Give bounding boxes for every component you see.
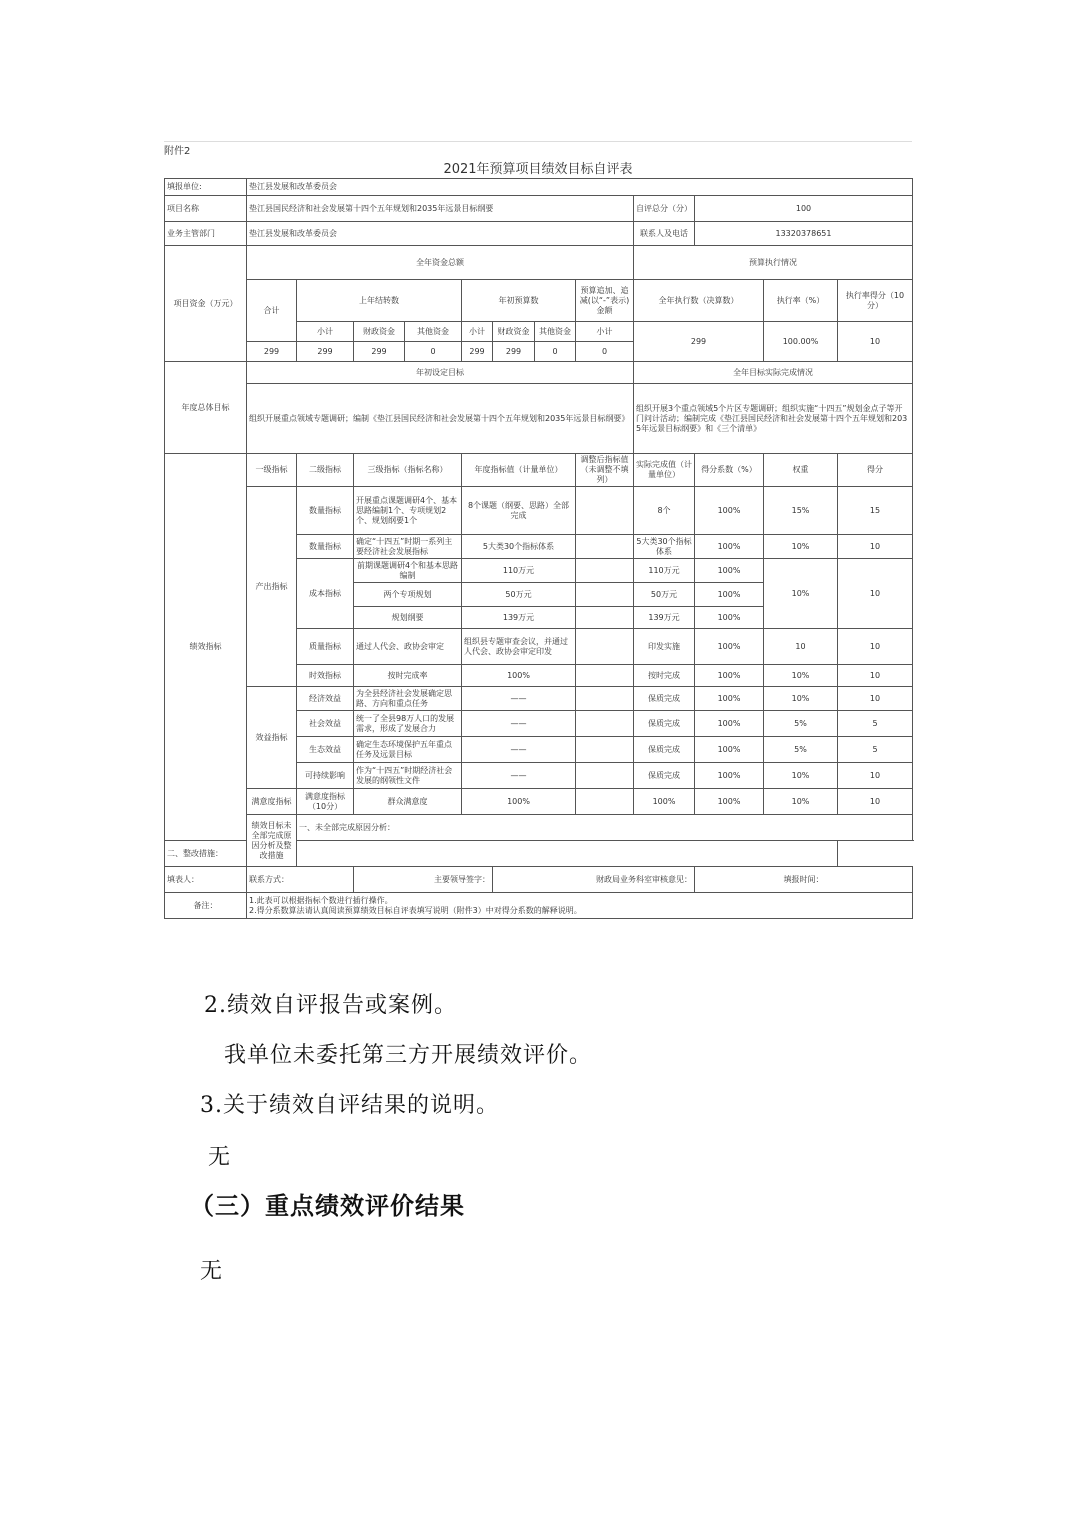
analysis-measure-line: 二、整改措施： (165, 841, 838, 867)
indicator-score: 10 (838, 535, 913, 559)
dept-value: 垫江县发展和改革委员会 (247, 222, 634, 246)
item3-text: 无 (208, 1145, 232, 1170)
indicator-score: 10 (838, 687, 913, 711)
indicator-score: 10 (838, 629, 913, 665)
indicator-weight: 10% (764, 763, 838, 789)
hdr-weight: 权重 (764, 454, 838, 487)
notes-line-2: 2.得分系数算法请认真阅读预算绩效目标自评表填写说明（附件3）中对得分系数的解释说明。 (249, 905, 582, 915)
unit-value: 垫江县发展和改革委员会 (247, 179, 913, 196)
indicator-target: —— (462, 737, 576, 763)
funds-sum-label: 合计 (247, 280, 297, 342)
carry-subtotal-label: 小计 (297, 322, 354, 342)
item3-title: 3.关于绩效自评结果的说明。 (200, 1093, 499, 1118)
analysis-row-label: 绩效目标未全部完成原因分析及整改措施 (247, 815, 297, 867)
unit-label: 填报单位: (165, 179, 247, 196)
satisfaction-indicator-label: 满意度指标 (247, 789, 297, 815)
indicator-level3: 群众满意度 (354, 789, 462, 815)
project-name-value: 垫江县国民经济和社会发展第十四个五年规划和2035年远景目标纲要 (247, 196, 634, 222)
indicator-score: 15 (838, 487, 913, 535)
indicator-actual: 5大类30个指标体系 (634, 535, 695, 559)
indicator-weight: 10% (764, 687, 838, 711)
carry-fiscal-value: 299 (354, 342, 405, 362)
indicator-adjusted (576, 763, 634, 789)
indicator-level2: 社会效益 (297, 711, 354, 737)
signoff-contact: 联系方式： (247, 867, 354, 893)
indicator-adjusted (576, 535, 634, 559)
indicator-coef: 100% (695, 559, 764, 583)
indicator-adjusted (576, 583, 634, 607)
indicator-level2: 生态效益 (297, 737, 354, 763)
indicator-coef: 100% (695, 789, 764, 815)
indicator-level3: 为全县经济社会发展确定思路、方向和重点任务 (354, 687, 462, 711)
analysis-reason-line: 一、未全部完成原因分析： (297, 815, 913, 841)
indicator-level3: 确定“十四五”时期一系列主要经济社会发展指标 (354, 535, 462, 559)
indicator-adjusted (576, 665, 634, 687)
indicator-level2: 经济效益 (297, 687, 354, 711)
indicator-coef: 100% (695, 737, 764, 763)
indicator-level3: 统一了全县98万人口的发展需求，形成了发展合力 (354, 711, 462, 737)
indicator-weight: 15% (764, 487, 838, 535)
funds-carry-label: 上年结转数 (297, 280, 462, 322)
indicator-actual: 139万元 (634, 607, 695, 629)
indicator-adjusted (576, 687, 634, 711)
indicator-actual: 50万元 (634, 583, 695, 607)
indicator-adjusted (576, 607, 634, 629)
sheet-gridline (164, 141, 912, 154)
indicator-coef: 100% (695, 711, 764, 737)
indicator-actual: 100% (634, 789, 695, 815)
dept-label: 业务主管部门 (165, 222, 247, 246)
carry-fiscal-label: 财政资金 (354, 322, 405, 342)
indicator-adjusted (576, 711, 634, 737)
initial-fiscal-value: 299 (493, 342, 535, 362)
notes-lines (247, 893, 913, 919)
indicator-level3: 开展重点课题调研4个、基本思路编制1个、专项规划2个、规划纲要1个 (354, 487, 462, 535)
indicator-level3: 规划纲要 (354, 607, 462, 629)
indicator-score: 10 (838, 763, 913, 789)
initial-subtotal-value: 299 (462, 342, 493, 362)
section3-text: 无 (200, 1259, 224, 1284)
indicator-adjusted (576, 559, 634, 583)
indicator-level2: 数量指标 (297, 535, 354, 559)
indicator-coef: 100% (695, 487, 764, 535)
indicator-weight: 10% (764, 789, 838, 815)
indicator-level3: 按时完成率 (354, 665, 462, 687)
indicator-weight: 10% (764, 535, 838, 559)
output-indicator-label: 产出指标 (247, 487, 297, 687)
indicator-weight: 5% (764, 711, 838, 737)
indicator-target: 组织县专题审查会议，并通过人代会、政协会审定印发 (462, 629, 576, 665)
initial-other-label: 其他资金 (535, 322, 576, 342)
indicator-level3: 前期课题调研4个和基本思路编制 (354, 559, 462, 583)
self-score-label: 自评总分（分） (634, 196, 695, 222)
indicator-target: —— (462, 711, 576, 737)
indicator-target: 50万元 (462, 583, 576, 607)
adjust-subtotal-label: 小计 (576, 322, 634, 342)
indicator-score: 10 (838, 559, 913, 629)
indicator-actual: 保质完成 (634, 711, 695, 737)
performance-self-evaluation-table (164, 178, 913, 919)
indicator-level3: 作为“十四五”时期经济社会发展的纲领性文件 (354, 763, 462, 789)
indicator-level2: 满意度指标（10分） (297, 789, 354, 815)
indicator-level2: 时效指标 (297, 665, 354, 687)
indicator-target: 5大类30个指标体系 (462, 535, 576, 559)
indicator-actual: 8个 (634, 487, 695, 535)
indicator-actual: 印发实施 (634, 629, 695, 665)
item2-text: 我单位未委托第三方开展绩效评价。 (224, 1043, 593, 1068)
signoff-filler: 填表人： (165, 867, 247, 893)
indicator-target: 8个课题（纲要、思路）全部完成 (462, 487, 576, 535)
indicator-target: —— (462, 763, 576, 789)
indicator-target: 110万元 (462, 559, 576, 583)
indicator-adjusted (576, 789, 634, 815)
indicator-actual: 保质完成 (634, 687, 695, 711)
adjust-subtotal-value: 0 (576, 342, 634, 362)
annual-exec-value: 299 (634, 322, 764, 362)
indicator-level2: 成本指标 (297, 559, 354, 629)
hdr-level2: 二级指标 (297, 454, 354, 487)
indicator-target: 139万元 (462, 607, 576, 629)
indicator-level3: 通过人代会、政协会审定 (354, 629, 462, 665)
indicator-coef: 100% (695, 583, 764, 607)
carry-other-value: 0 (405, 342, 462, 362)
indicator-target: 100% (462, 665, 576, 687)
indicator-coef: 100% (695, 687, 764, 711)
notes-label: 备注： (165, 893, 247, 919)
indicator-target: 100% (462, 789, 576, 815)
contact-label: 联系人及电话 (634, 222, 695, 246)
indicator-actual: 保质完成 (634, 763, 695, 789)
indicator-weight: 10% (764, 559, 838, 629)
indicator-adjusted (576, 487, 634, 535)
hdr-adjusted: 调整后指标值（未调整不填列） (576, 454, 634, 487)
initial-fiscal-label: 财政资金 (493, 322, 535, 342)
signoff-date: 填报时间： (695, 867, 913, 893)
funds-sum-value: 299 (247, 342, 297, 362)
goals-set-text: 组织开展重点领域专题调研；编制《垫江县国民经济和社会发展第十四个五年规划和2035年远景目标纲要》 (247, 384, 634, 454)
notes-line-1: 1.此表可以根据指标个数进行插行操作。 (249, 895, 393, 905)
indicator-adjusted (576, 737, 634, 763)
indicator-level2: 质量指标 (297, 629, 354, 665)
self-score-value: 100 (695, 196, 913, 222)
indicator-weight: 5% (764, 737, 838, 763)
funds-rate-label: 执行率（%） (764, 280, 838, 322)
funds-total-header: 全年资金总额 (247, 246, 634, 280)
project-name-label: 项目名称 (165, 196, 247, 222)
indicator-score: 10 (838, 665, 913, 687)
hdr-level1: 一级指标 (247, 454, 297, 487)
signoff-leader: 主要领导签字： (354, 867, 493, 893)
indicator-level2: 可持续影响 (297, 763, 354, 789)
hdr-target: 年度指标值（计量单位） (462, 454, 576, 487)
carry-other-label: 其他资金 (405, 322, 462, 342)
goals-row-label: 年度总体目标 (165, 362, 247, 454)
goals-actual-text: 组织开展3个重点领域5个片区专题调研；组织实施“十四五”规划金点子等开门问计活动；编制完成《垫江县国民经济和社会发展第十四个五年规划和2035年远景目标纲要》和《三个清单》 (634, 384, 913, 454)
indicator-level2: 数量指标 (297, 487, 354, 535)
item2-title: 2.绩效自评报告或案例。 (204, 993, 457, 1018)
hdr-score: 得分 (838, 454, 913, 487)
exec-rate-value: 100.00% (764, 322, 838, 362)
funds-annual-exec-label: 全年执行数（决算数） (634, 280, 764, 322)
indicator-score: 5 (838, 737, 913, 763)
indicator-coef: 100% (695, 629, 764, 665)
indicator-weight: 10 (764, 629, 838, 665)
hdr-level3: 三级指标（指标名称） (354, 454, 462, 487)
initial-other-value: 0 (535, 342, 576, 362)
section3-heading: （三）重点绩效评价结果 (190, 1192, 465, 1220)
indicator-weight: 10% (764, 665, 838, 687)
indicator-score: 5 (838, 711, 913, 737)
table-title: 2021年预算项目绩效目标自评表 (443, 162, 633, 177)
indicator-score: 10 (838, 789, 913, 815)
funds-exec-header: 预算执行情况 (634, 246, 913, 280)
contact-value: 13320378651 (695, 222, 913, 246)
hdr-coef: 得分系数（%） (695, 454, 764, 487)
goals-actual-header: 全年目标实际完成情况 (634, 362, 913, 384)
indicator-actual: 110万元 (634, 559, 695, 583)
signoff-finance: 财政局业务科室审核意见： (493, 867, 695, 893)
indicator-actual: 按时完成 (634, 665, 695, 687)
indicator-level3: 确定生态环境保护五年重点任务及远景目标 (354, 737, 462, 763)
indicator-adjusted (576, 629, 634, 665)
attachment-label: 附件2 (164, 146, 191, 157)
benefit-indicator-label: 效益指标 (247, 687, 297, 789)
hdr-actual: 实际完成值（计量单位） (634, 454, 695, 487)
initial-subtotal-label: 小计 (462, 322, 493, 342)
indicator-actual: 保质完成 (634, 737, 695, 763)
indicator-level3: 两个专项规划 (354, 583, 462, 607)
exec-rate-score-value: 10 (838, 322, 913, 362)
indicator-coef: 100% (695, 763, 764, 789)
funds-adjust-label: 预算追加、追减(以“-”表示)金额 (576, 280, 634, 322)
indicator-coef: 100% (695, 607, 764, 629)
goals-set-header: 年初设定目标 (247, 362, 634, 384)
funds-row-label: 项目资金（万元） (165, 246, 247, 362)
indicators-row-label: 绩效指标 (165, 454, 247, 841)
indicator-coef: 100% (695, 535, 764, 559)
carry-subtotal-value: 299 (297, 342, 354, 362)
indicator-target: —— (462, 687, 576, 711)
indicator-coef: 100% (695, 665, 764, 687)
funds-initial-label: 年初预算数 (462, 280, 576, 322)
funds-rate-score-label: 执行率得分（10分） (838, 280, 913, 322)
